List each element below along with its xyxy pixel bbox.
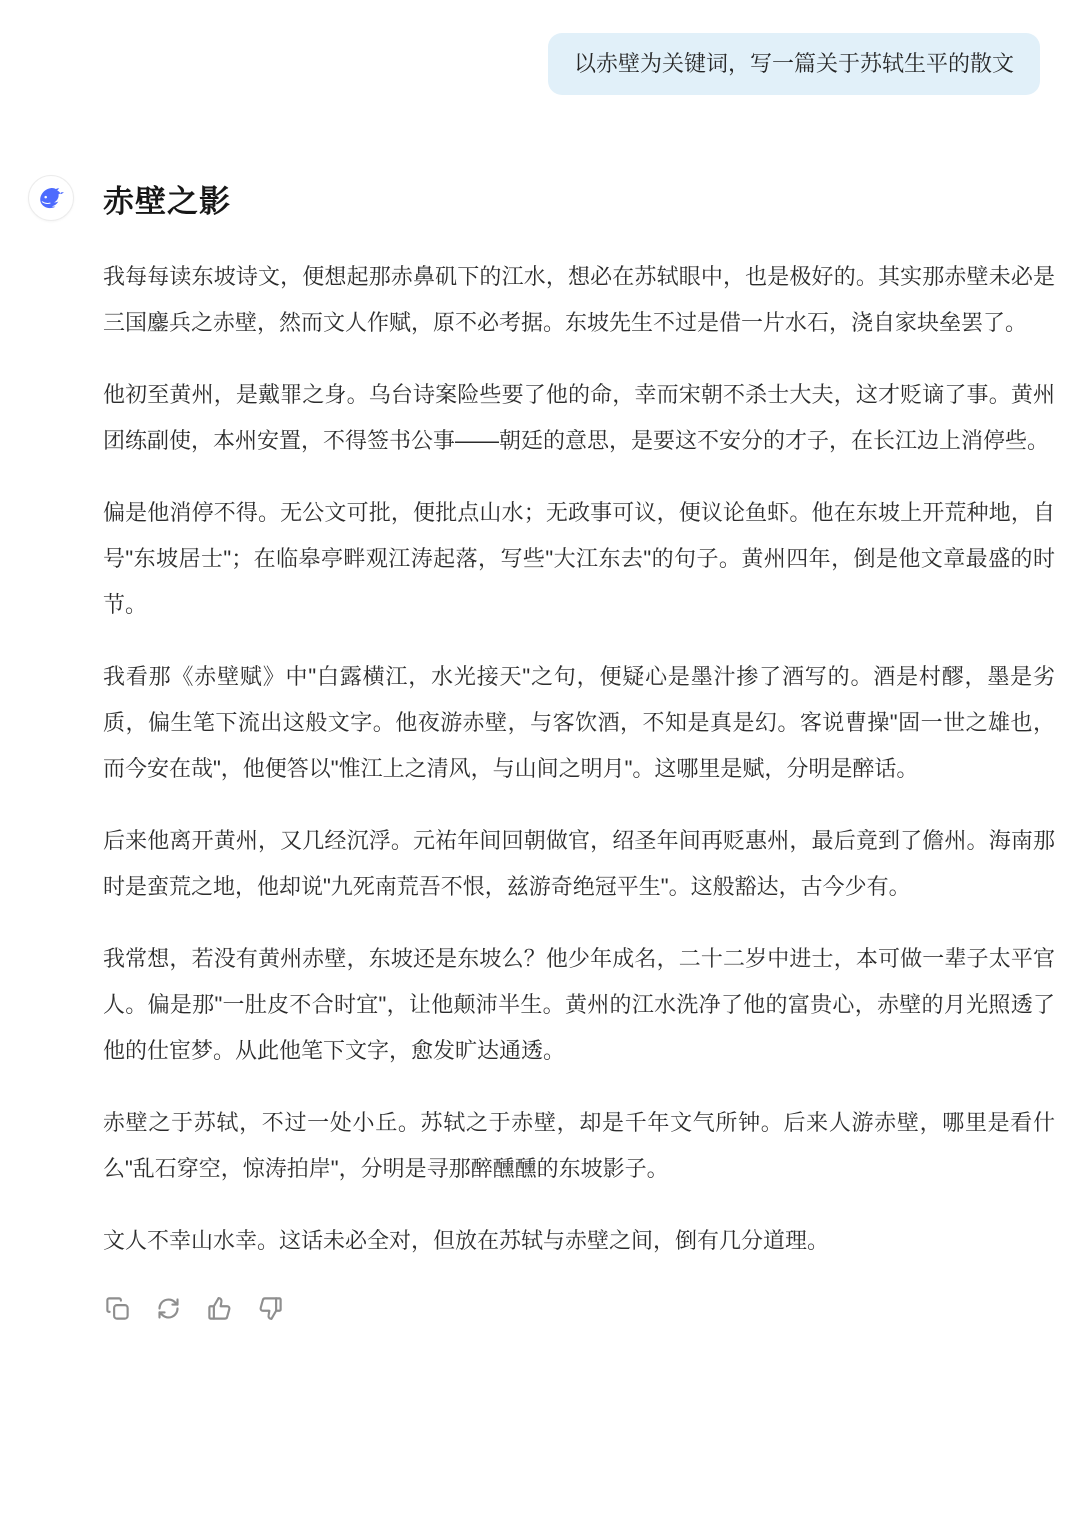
assistant-avatar — [28, 175, 74, 221]
assistant-header — [28, 175, 1080, 221]
assistant-message — [28, 175, 1080, 1322]
response-paragraph: 偏是他消停不得。无公文可批，便批点山水；无政事可议，便议论鱼虾。他在东坡上开荒种地，自号"东坡居士"；在临皋亭畔观江涛起落，写些"大江东去"的句子。黄州四年，倒是他文章最盛的时节。 — [103, 500, 1055, 617]
response-paragraph: 他初至黄州，是戴罪之身。乌台诗案险些要了他的命，幸而宋朝不杀士大夫，这才贬谪了事。黄州团练副使，本州安置，不得签书公事——朝廷的意思，是要这不安分的才子，在长江边上消停些。 — [103, 382, 1055, 453]
deepseek-whale-icon — [36, 183, 66, 213]
thumbs-down-icon — [257, 1295, 284, 1322]
like-button[interactable] — [205, 1294, 233, 1322]
dislike-button[interactable] — [256, 1294, 284, 1322]
copy-button[interactable] — [103, 1294, 131, 1322]
response-paragraph: 文人不幸山水幸。这话未必全对，但放在苏轼与赤壁之间，倒有几分道理。 — [103, 1228, 830, 1253]
refresh-icon — [155, 1295, 182, 1322]
user-message-bubble — [548, 33, 1040, 95]
response-paragraph: 我每每读东坡诗文，便想起那赤鼻矶下的江水，想必在苏轼眼中，也是极好的。其实那赤壁未必是三国鏖兵之赤壁，然而文人作赋，原不必考据。东坡先生不过是借一片水石，浇自家块垒罢了。 — [103, 264, 1055, 335]
response-paragraph: 我看那《赤壁赋》中"白露横江，水光接天"之句，便疑心是墨汁掺了酒写的。酒是村醪，墨是劣质，偏生笔下流出这般文字。他夜游赤壁，与客饮酒，不知是真是幻。客说曹操"固一世之雄也，而今安在哉"，他便答以"惟江上之清风，与山间之明月"。这哪里是赋，分明是醉话。 — [103, 664, 1055, 781]
copy-icon — [104, 1295, 131, 1322]
thumbs-up-icon — [206, 1295, 233, 1322]
regenerate-button[interactable] — [154, 1294, 182, 1322]
user-message-text: 以赤壁为关键词，写一篇关于苏轼生平的散文 — [573, 51, 1014, 76]
response-action-bar — [103, 1294, 1055, 1322]
response-body — [103, 254, 1055, 1322]
response-paragraph: 后来他离开黄州，又几经沉浮。元祐年间回朝做官，绍圣年间再贬惠州，最后竟到了儋州。海南那时是蛮荒之地，他却说"九死南荒吾不恨，兹游奇绝冠平生"。这般豁达，古今少有。 — [103, 828, 1055, 899]
response-title: 赤壁之影 — [103, 183, 231, 219]
user-message-row — [0, 0, 1080, 95]
response-paragraph: 我常想，若没有黄州赤壁，东坡还是东坡么？他少年成名，二十二岁中进士，本可做一辈子太平官人。偏是那"一肚皮不合时宜"，让他颠沛半生。黄州的江水洗净了他的富贵心，赤壁的月光照透了他的仕宦梦。从此他笔下文字，愈发旷达通透。 — [103, 946, 1055, 1063]
response-paragraph: 赤壁之于苏轼，不过一处小丘。苏轼之于赤壁，却是千年文气所钟。后来人游赤壁，哪里是看什么"乱石穿空，惊涛拍岸"，分明是寻那醉醺醺的东坡影子。 — [103, 1110, 1055, 1181]
